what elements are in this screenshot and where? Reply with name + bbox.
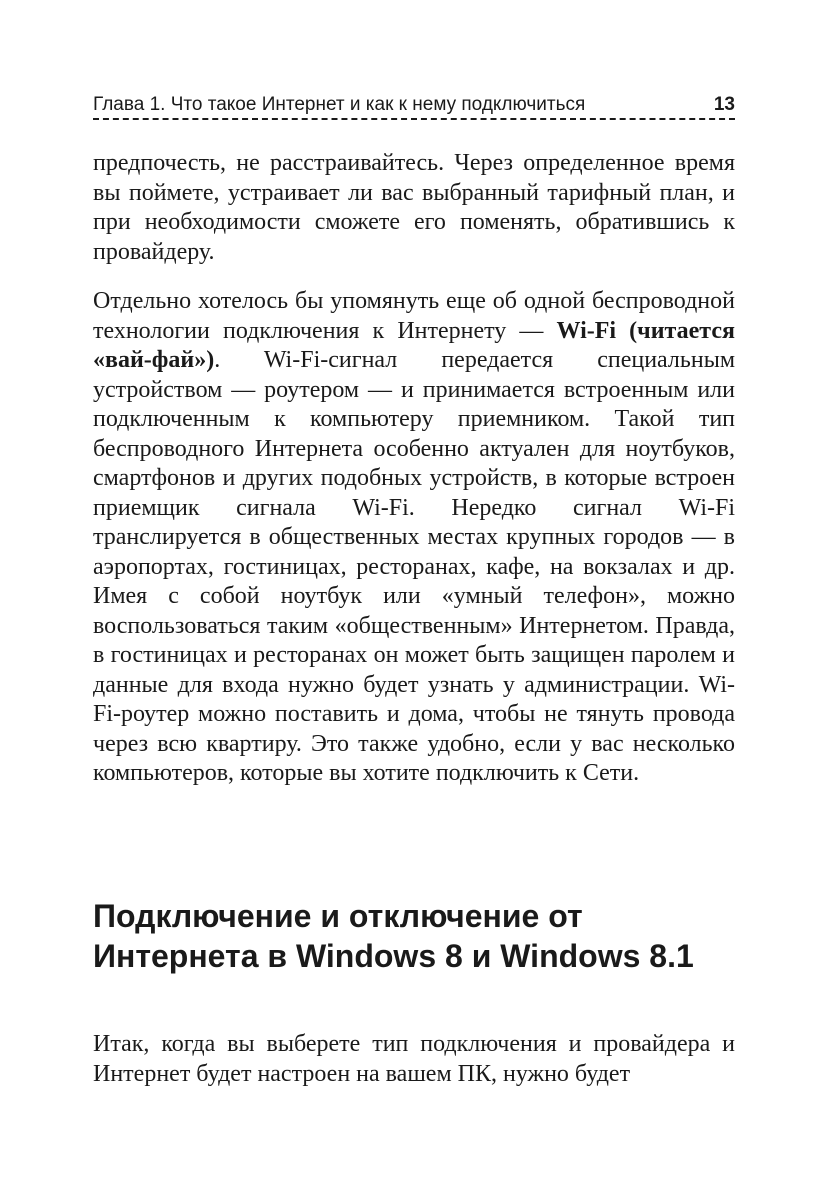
paragraph-tariff-plan: предпочесть, не расстраивайтесь. Через определенное время вы поймете, устраивает ли вас выбранный тарифный план, и при необходимости сможете его поменять, обратившись к провайдеру. [93, 150, 735, 265]
section-heading: Подключение и отключение от Интернета в Windows 8 и Windows 8.1 [93, 898, 694, 974]
paragraph-wifi-intro: Отдельно хотелось бы упомянуть еще об одной беспроводной технологии подключения к Интернету — [93, 288, 735, 344]
paragraph-connection-intro: Итак, когда вы выберете тип подключения и провайдера и Интернет будет настроен на вашем ПК, нужно будет [93, 1031, 735, 1087]
term-wifi: Wi-Fi (читается «вай-фай») [93, 317, 735, 373]
paragraph-wifi-body: . Wi-Fi-сигнал передается специальным устройством — роутером — и принимается встроенным или подключенным к компьютеру приемником. Такой тип беспроводного Интернета особенно актуален для ноутбуков, смартфонов и других подобных устройств, в которые встроен приемщик сигнала Wi-Fi. Нередко сигнал Wi-Fi транслируется в общественных местах крупных городов — в аэропортах, гостиницах, ресторанах, кафе, на вокзалах и др. Имея с собой ноутбук или «умный телефон», можно воспользоваться таким «общественным» Интернетом. Правда, в гостиницах и ресторанах он может быть защищен паролем и данные для входа нужно будет узнать у администрации. Wi-Fi-роутер можно поставить и дома, чтобы не тянуть провода через всю квартиру. Это также удобно, если у вас несколько компьютеров, которые вы хотите подключить к Сети. [93, 347, 735, 786]
chapter-title: Глава 1. Что такое Интернет и как к нему подключиться [93, 94, 586, 115]
running-header [93, 92, 735, 120]
paragraph-wifi [93, 287, 735, 789]
page-number: 13 [713, 94, 735, 115]
